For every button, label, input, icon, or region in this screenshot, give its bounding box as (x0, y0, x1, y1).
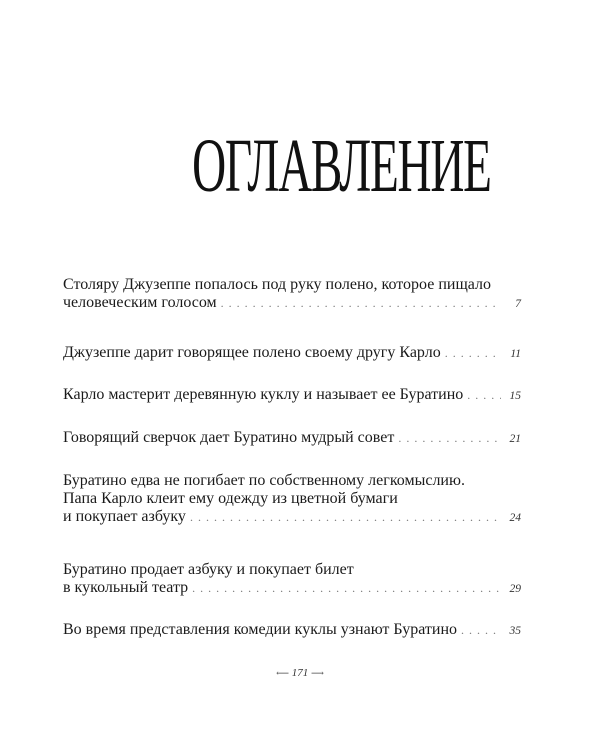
page-number: 171 (291, 667, 309, 679)
toc-entry[interactable] (63, 386, 521, 404)
toc-entry-line: Столяру Джузеппе попалось под руку полено, которое пищало (63, 276, 492, 293)
toc-page-number: 24 (509, 512, 521, 524)
toc-entry-line: Буратино едва не погибает по собственному легкомыслию. (63, 472, 465, 489)
toc-entry[interactable] (63, 429, 521, 447)
toc-entry[interactable] (63, 276, 521, 312)
toc-leader-dots (467, 388, 501, 403)
toc-entry-line: Говорящий сверчок дает Буратино мудрый совет (63, 429, 395, 446)
toc-leader-dots (398, 431, 501, 446)
toc-leader-dots (461, 623, 501, 638)
toc-entry[interactable] (63, 621, 521, 639)
toc-page-number: 7 (515, 298, 521, 310)
toc-entry-line: и покупает азбуку (63, 508, 186, 525)
toc-entry-line: Карло мастерит деревянную куклу и называет ее Буратино (63, 386, 464, 403)
toc-page-number: 29 (509, 583, 521, 595)
toc-leader-dots (221, 296, 501, 311)
toc-leader-dots (190, 510, 501, 525)
toc-entry-line: в кукольный театр (63, 579, 189, 596)
toc-entry-line: Папа Карло клеит ему одежду из цветной бумаги (63, 490, 398, 507)
toc-page-number: 21 (509, 433, 521, 445)
toc-entry-line: Буратино продает азбуку и покупает билет (63, 561, 354, 578)
page-footer (0, 667, 600, 679)
ornament-left-icon: ⟵ (276, 668, 289, 678)
toc-page-number: 35 (509, 625, 521, 637)
toc-entry-line: Во время представления комедии куклы узнают Буратино (63, 621, 458, 638)
toc-leader-dots (445, 346, 501, 361)
toc-leader-dots (192, 581, 501, 596)
toc-entry-line: Джузеппе дарит говорящее полено своему другу Карло (63, 344, 441, 361)
toc-page-number: 15 (509, 390, 521, 402)
toc-entry[interactable] (63, 561, 521, 597)
toc-entry[interactable] (63, 472, 521, 526)
toc-entry[interactable] (63, 344, 521, 362)
ornament-right-icon: ⟶ (311, 668, 324, 678)
page-title: ОГЛАВЛЕНИЕ (192, 124, 491, 208)
toc-page-number: 11 (510, 348, 521, 360)
toc-entry-line: человеческим голосом (63, 294, 217, 311)
